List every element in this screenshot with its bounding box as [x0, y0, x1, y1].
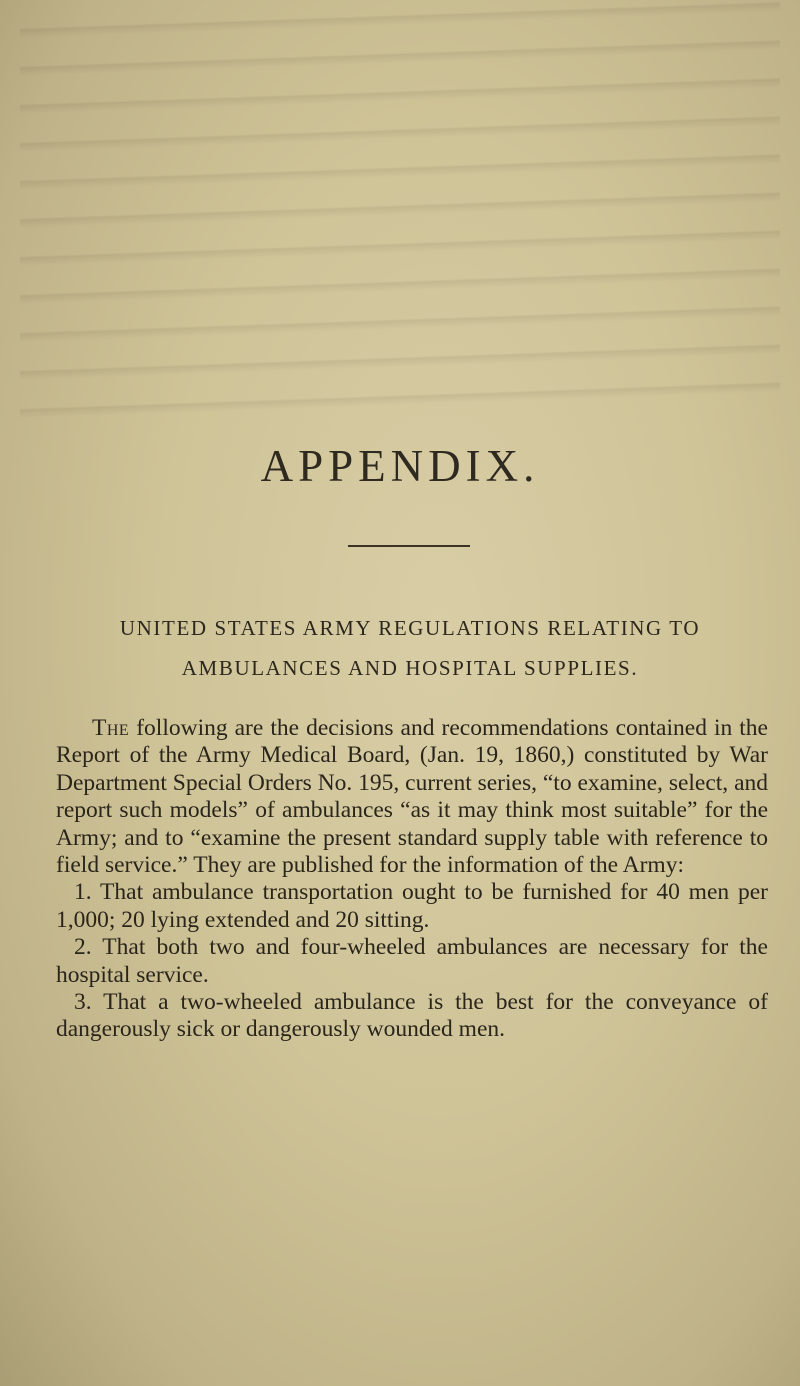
heading-line-2: AMBULANCES AND HOSPITAL SUPPLIES.: [181, 656, 639, 680]
regulation-item-1: 1. That ambulance transportation ought to be furnished for 40 men per 1,000; 20 lying extended and 20 sitting.: [56, 879, 768, 933]
intro-paragraph-text: following are the decisions and recommendations contained in the Report of the Army Medical Board, (Jan. 19, 1860,) constituted by War Department Special Orders No. 195, current series, “to examine, select, and report such models” of ambulances “as it may think most suitable” for the Army; and to “examine the present standard supply table with reference to field service.” They are published for the information of the Army:: [56, 715, 768, 879]
regulation-item-2: 2. That both two and four-wheeled ambulances are necessary for the hospital service.: [56, 934, 768, 988]
title-rule: [348, 545, 470, 547]
body-text: [56, 715, 768, 1044]
intro-paragraph: [56, 715, 768, 879]
heading-line-1: UNITED STATES ARMY REGULATIONS RELATING TO: [119, 616, 701, 640]
bleed-through-texture: [20, 0, 780, 420]
intro-lead-word: The: [92, 715, 130, 741]
regulation-item-3: 3. That a two-wheeled ambulance is the best for the conveyance of dangerously sick or dangerously wounded men.: [56, 989, 768, 1043]
appendix-title: APPENDIX.: [260, 441, 540, 491]
section-heading: [60, 608, 760, 688]
